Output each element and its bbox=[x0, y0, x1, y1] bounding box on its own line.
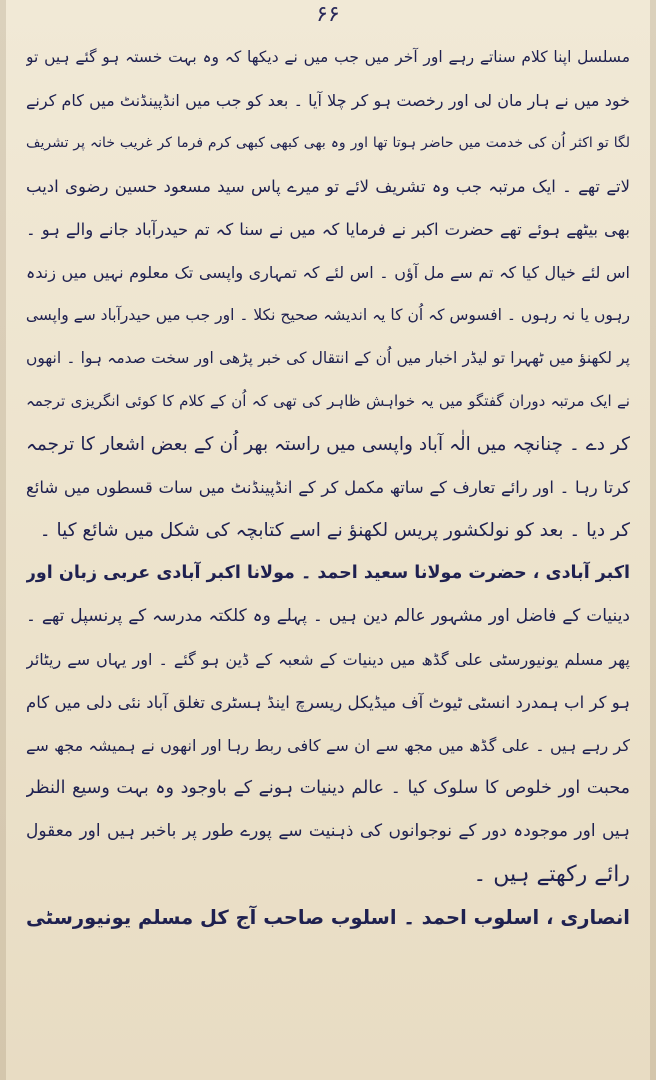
text-line: رہوں یا نہ رہوں ۔ افسوس کہ اُن کا یہ اندیشہ صحیح نکلا ۔ اور جب میں حیدرآباد سے واپسی bbox=[26, 306, 630, 324]
text-line: اس لئے خیال کیا کہ تم سے مل آؤں ۔ اس لئے کہ تمہاری واپسی تک معلوم نہیں میں زندہ bbox=[26, 263, 630, 282]
entry-heading-line: اکبر آبادی ، حضرت مولانا سعید احمد ۔ مولانا اکبر آبادی عربی زبان اور bbox=[26, 563, 630, 583]
text-line: نے ایک مرتبہ دوران گفتگو میں یہ خواہش ظاہر کی تھی کہ اُن کے کلام کا کوئی انگریزی ترجمہ bbox=[26, 392, 630, 410]
body-text bbox=[26, 36, 630, 939]
text-line: بھی بیٹھے ہوئے تھے حضرت اکبر نے فرمایا کہ میں نے سنا کہ تم حیدرآباد جانے والے ہو ۔ bbox=[26, 220, 630, 239]
text-line: پھر مسلم یونیورسٹی علی گڈھ میں دینیات کے شعبہ کے ڈین ہو گئے ۔ اور یہاں سے ریٹائر bbox=[26, 650, 630, 669]
page-edge-right bbox=[650, 0, 656, 1080]
text-line: دینیات کے فاضل اور مشہور عالم دین ہیں ۔ پہلے وہ کلکتہ مدرسہ کے پرنسپل تھے ۔ bbox=[26, 606, 630, 626]
text-line: خود میں نے ہار مان لی اور رخصت ہو کر چلا آیا ۔ بعد کو جب میں انڈپینڈنٹ میں کام کرنے bbox=[26, 91, 630, 110]
text-line: رائے رکھتے ہیں ۔ bbox=[473, 862, 630, 887]
text-line: ہو کر اب ہمدرد انسٹی ٹیوٹ آف میڈیکل ریسرچ اینڈ ہسٹری تغلق آباد نئی دلی میں کام bbox=[26, 693, 630, 712]
page-edge-left bbox=[0, 0, 6, 1080]
text-line: کرتا رہا ۔ اور رائے تعارف کے ساتھ مکمل کر کے انڈپینڈنٹ میں سات قسطوں میں شائع bbox=[26, 478, 630, 497]
text-line: محبت اور خلوص کا سلوک کیا ۔ عالم دینیات ہونے کے باوجود وہ بہت وسیع النظر bbox=[26, 778, 630, 798]
text-line: پر لکھنؤ میں ٹھہرا تو لیڈر اخبار میں اُن کے انتقال کی خبر پڑھی اور سخت صدمہ ہوا ۔ انھوں bbox=[26, 349, 630, 367]
text-line: کر دے ۔ چنانچہ میں الٰہ آباد واپسی میں راستہ بھر اُن کے بعض اشعار کا ترجمہ bbox=[26, 434, 630, 455]
text-line: ہیں اور موجودہ دور کے نوجوانوں کی ذہنیت سے پورے طور پر باخبر ہیں اور معقول bbox=[26, 821, 630, 841]
text-line: لگا تو اکثر اُن کی خدمت میں حاضر ہوتا تھا اور وہ بھی کبھی کبھی کرم فرما کر غریب خانہ پر تشریف bbox=[26, 135, 630, 151]
text-line: مسلسل اپنا کلام سناتے رہے اور آخر میں جب میں نے دیکھا کہ وہ بہت خستہ ہو گئے ہیں تو bbox=[26, 48, 630, 66]
page-number: ۶۶ bbox=[316, 2, 340, 27]
entry-heading-line: انصاری ، اسلوب احمد ۔ اسلوب صاحب آج کل مسلم یونیورسٹی bbox=[26, 906, 630, 929]
text-line: کر رہے ہیں ۔ علی گڈھ میں مجھ سے ان سے کافی ربط رہا اور انھوں نے ہمیشہ مجھ سے bbox=[26, 736, 630, 755]
text-line: لاتے تھے ۔ ایک مرتبہ جب وہ تشریف لائے تو میرے پاس سید مسعود حسین رضوی ادیب bbox=[26, 177, 630, 196]
text-line: کر دیا ۔ بعد کو نولکشور پریس لکھنؤ نے اسے کتابچہ کی شکل میں شائع کیا ۔ bbox=[39, 520, 630, 541]
